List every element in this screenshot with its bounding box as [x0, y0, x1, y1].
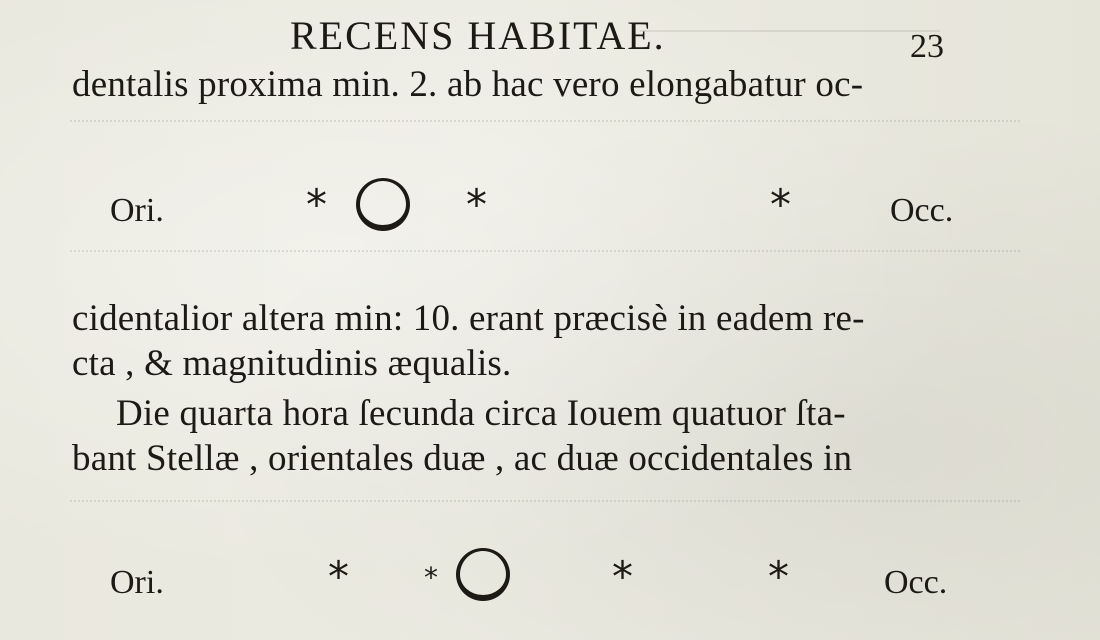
jupiter-circle-icon — [356, 178, 410, 231]
star-icon: * — [424, 561, 438, 594]
jupiter-circle-icon — [456, 548, 510, 601]
jupiter-diagram — [0, 550, 1100, 630]
star-icon: * — [466, 180, 487, 229]
text-line: cidentalior altera min: 10. erant præcisè in eadem re- — [72, 298, 865, 339]
star-icon: * — [768, 552, 789, 601]
east-label: Ori. — [110, 564, 164, 601]
star-icon: * — [306, 180, 327, 229]
text-line: Die quarta hora ſecunda circa Iouem quatuor ſta- — [116, 393, 846, 434]
star-icon: * — [770, 180, 791, 229]
west-label: Occ. — [890, 192, 954, 229]
jupiter-diagram — [0, 178, 1100, 258]
star-icon: * — [328, 552, 349, 601]
running-head: RECENS HABITAE. — [290, 13, 666, 58]
text-line: cta , & magnitudinis æqualis. — [72, 343, 512, 384]
star-icon: * — [612, 552, 633, 601]
text-line: dentalis proxima min. 2. ab hac vero elongabatur oc- — [72, 64, 864, 105]
text-line: bant Stellæ , orientales duæ , ac duæ occidentales in — [72, 438, 853, 479]
west-label: Occ. — [884, 564, 948, 601]
east-label: Ori. — [110, 192, 164, 229]
page-number: 23 — [910, 28, 944, 65]
